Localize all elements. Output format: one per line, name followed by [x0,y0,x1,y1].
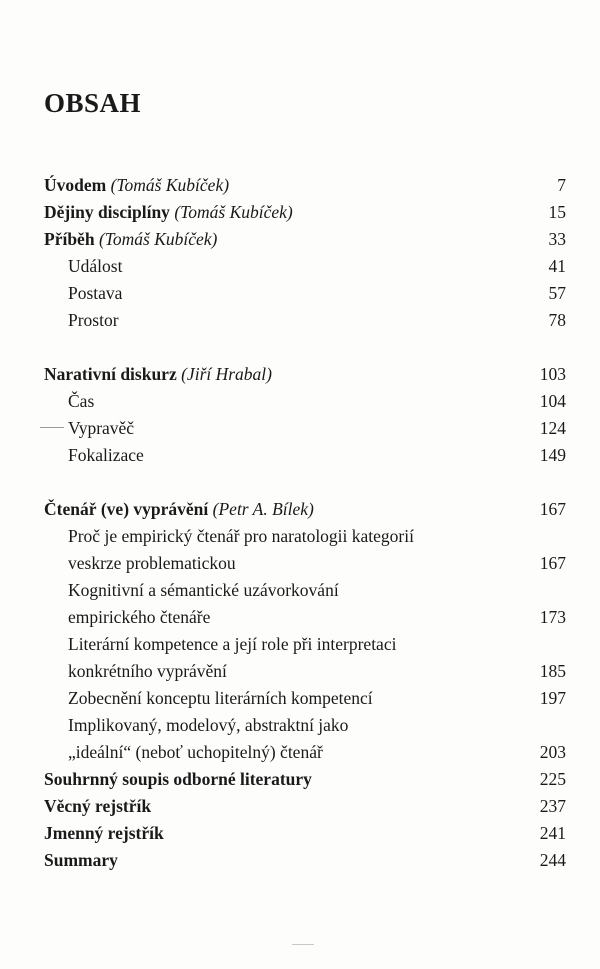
toc-subentry-kognitivni[interactable] [0,577,600,603]
toc-entry-title: Narativní diskurz [44,364,177,384]
toc-entry-author: (Tomáš Kubíček) [110,175,230,195]
toc-page-number: 41 [548,256,566,276]
toc-page-number: 197 [539,688,566,708]
toc-entry-pribeh[interactable] [0,226,600,252]
toc-subentry-fokalizace[interactable] [0,442,600,468]
toc-subentry-proc-empiricky-ctenar[interactable] [0,523,600,549]
toc-entry-title-line2: konkrétního vyprávění [68,661,227,681]
toc-entry-title: Událost [68,256,123,276]
toc-page-number: 7 [557,175,566,195]
toc-page-number: 15 [548,202,566,222]
toc-entry-title: Prostor [68,310,119,330]
toc-subentry-prostor[interactable] [0,307,600,333]
toc-page-number: 203 [539,742,566,762]
toc-page-number: 185 [539,661,566,681]
toc-entry-label [44,199,293,225]
toc-entry-narativni-diskurz[interactable] [0,361,600,387]
toc-page-number: 78 [548,310,566,330]
toc-entry-title-line1: Kognitivní a sémantické uzávorkování [68,580,339,600]
toc-entry-title: Postava [68,283,123,303]
toc-entry-vecny-rejstrik[interactable] [0,793,600,819]
toc-entry-ctenar-ve-vypraveni[interactable] [0,496,600,522]
toc-page-number: 33 [548,229,566,249]
toc-page-number: 241 [539,823,566,843]
toc-entry-title: Vypravěč [68,418,135,438]
toc-entry-author: (Tomáš Kubíček) [174,202,293,222]
toc-entry-title: Summary [44,850,118,870]
toc-entry-label [44,172,229,198]
toc-subentry-implikovany-cont[interactable] [0,739,600,765]
toc-entry-title: Zobecnění konceptu literárních kompetencí [68,688,373,708]
toc-entry-title-line1: Implikovaný, modelový, abstraktní jako [68,715,349,735]
toc-entry-title: Fokalizace [68,445,144,465]
print-artifact-dash [40,427,64,428]
toc-page-number: 167 [539,553,566,573]
toc-entry-label [44,361,272,387]
toc-entry-title: Příběh [44,229,95,249]
toc-page-number: 149 [539,445,566,465]
toc-subentry-vypravec[interactable] [0,415,600,441]
toc-entry-title-line1: Proč je empirický čtenář pro naratologii kategorií [68,526,414,546]
toc-entry-title-line2: empirického čtenáře [68,607,211,627]
toc-page-number: 57 [548,283,566,303]
toc-subentry-implikovany[interactable] [0,712,600,738]
toc-page-number: 225 [539,769,566,789]
toc-subentry-cas[interactable] [0,388,600,414]
toc-entry-jmenny-rejstrik[interactable] [0,820,600,846]
toc-entry-souhrnny-soupis[interactable] [0,766,600,792]
toc-entry-summary[interactable] [0,847,600,873]
toc-entry-title-line2: veskrze problematickou [68,553,236,573]
toc-page-number: 103 [539,364,566,384]
toc-page-number: 124 [539,418,566,438]
toc-page-number: 167 [539,499,566,519]
toc-entry-dejiny-discipliny[interactable] [0,199,600,225]
toc-entry-label [44,496,314,522]
toc-entry-author: (Jiří Hrabal) [181,364,273,384]
toc-subentry-postava[interactable] [0,280,600,306]
toc-entry-label [44,226,217,252]
toc-entry-title: Čas [68,391,95,411]
toc-page-number: 237 [539,796,566,816]
toc-entry-title: Jmenný rejstřík [44,823,164,843]
toc-subentry-zobecneni[interactable] [0,685,600,711]
toc-entry-author: (Petr A. Bílek) [212,499,314,519]
toc-page-number: 244 [539,850,566,870]
toc-entry-title: Dějiny disciplíny [44,202,170,222]
toc-entry-title-line1: Literární kompetence a její role při interpretaci [68,634,397,654]
toc-entry-title: Úvodem [44,175,107,195]
toc-entry-title: Čtenář (ve) vyprávění [44,499,209,519]
toc-entry-uvodem[interactable] [0,172,600,198]
toc-subentry-kognitivni-cont[interactable] [0,604,600,630]
toc-entry-title: Věcný rejstřík [44,796,152,816]
toc-entry-author: (Tomáš Kubíček) [98,229,218,249]
print-artifact-speck [292,944,314,945]
toc-entry-title: Souhrnný soupis odborné literatury [44,769,312,789]
toc-subentry-literarni-kompetence[interactable] [0,631,600,657]
toc-page-number: 173 [539,607,566,627]
toc-page-number: 104 [539,391,566,411]
toc-subentry-literarni-kompetence-cont[interactable] [0,658,600,684]
page-title: OBSAH [44,88,142,118]
toc-subentry-udalost[interactable] [0,253,600,279]
toc-entry-title-line2: „ideální“ (neboť uchopitelný) čtenář [68,742,323,762]
toc-subentry-proc-empiricky-ctenar-cont[interactable] [0,550,600,576]
